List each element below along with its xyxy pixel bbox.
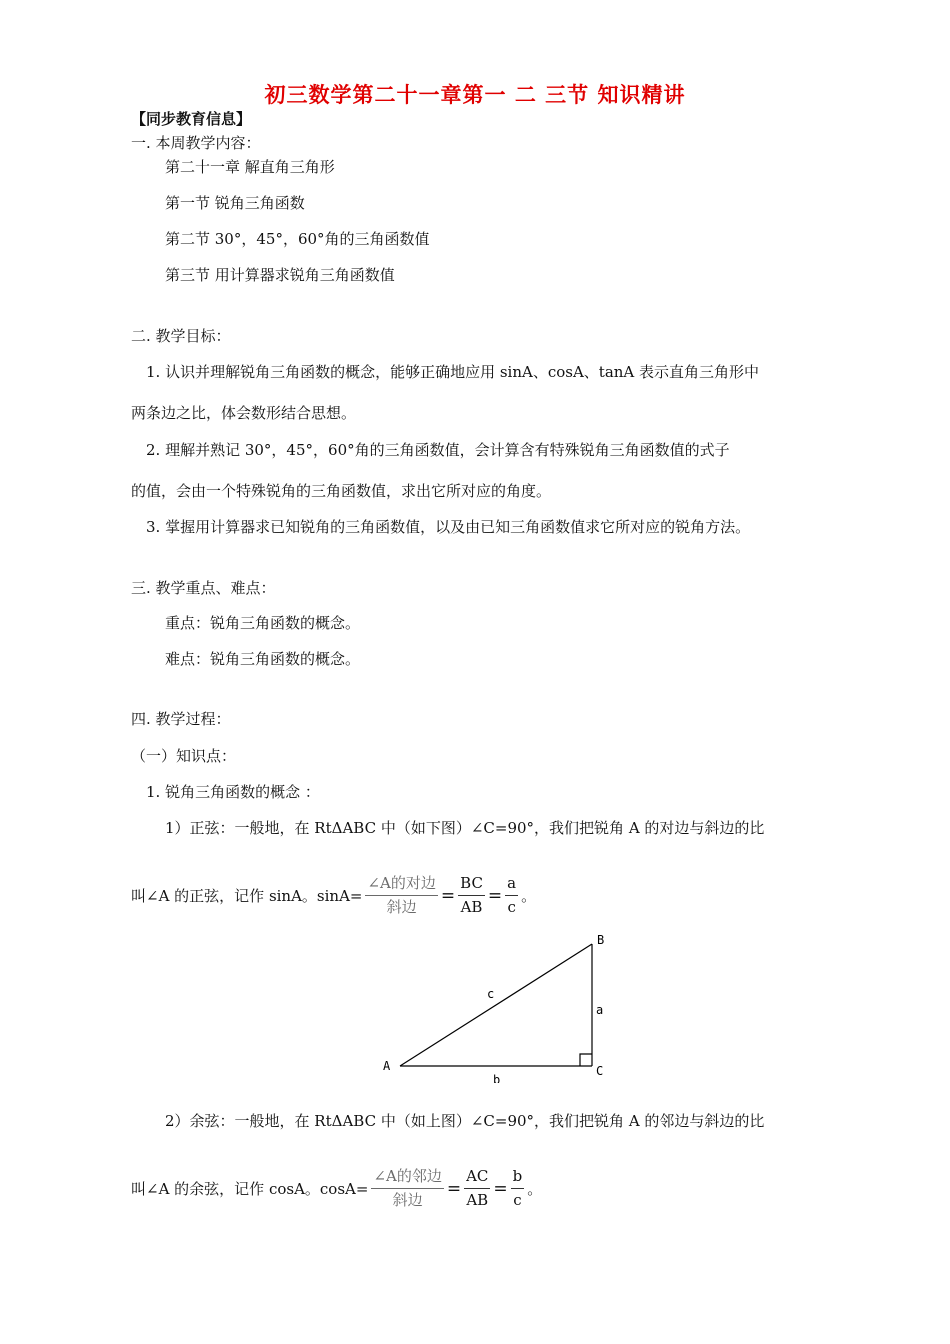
right-angle-mark (580, 1054, 592, 1066)
fraction-numerator: AC (464, 1167, 490, 1189)
section1-heading: 一. 本周教学内容： (131, 134, 261, 152)
side-c-label: c (487, 987, 495, 1001)
chapter-title: 第二十一章 解直角三角形 (165, 158, 335, 176)
side-b-label: b (493, 1073, 501, 1083)
equals-sign: = (446, 1178, 462, 1199)
fraction-numerator: b (511, 1167, 525, 1189)
fraction-numerator: ∠A的邻边 (371, 1167, 443, 1189)
point1-heading: 1. 锐角三角函数的概念 ： (146, 783, 320, 801)
vertex-c-label: C (596, 1064, 604, 1078)
section3-heading: 三. 教学重点、难点： (131, 579, 276, 597)
sine-fraction-words (365, 874, 437, 917)
equals-sign: = (493, 1178, 508, 1199)
goal1-line2: 两条边之比，体会数形结合思想。 (131, 404, 357, 422)
cosine-end-mark: 。 (527, 1180, 543, 1198)
sync-header: 【同步教育信息】 (131, 110, 252, 128)
section2-heading: 二. 教学目标： (131, 327, 231, 345)
fraction-denominator: 斜边 (386, 898, 417, 916)
content-item-2: 第二节 30°，45°，60°角的三角函数值 (165, 230, 430, 248)
cosine-fraction-letters (511, 1167, 525, 1210)
goal2-line1: 2. 理解并熟记 30°，45°，60°角的三角函数值，会计算含有特殊锐角三角函数值的式子 (146, 441, 730, 459)
cosine-formula (131, 1167, 542, 1210)
knowledge-subheading: （一）知识点： (131, 747, 237, 765)
difficult-point: 难点：锐角三角函数的概念。 (165, 650, 361, 668)
sine-prefix: 叫∠A 的正弦，记作 sinA。sinA= (131, 887, 363, 905)
fraction-denominator: AB (460, 898, 483, 916)
sine-formula (131, 874, 536, 917)
fraction-denominator: c (507, 898, 516, 916)
fraction-denominator: AB (466, 1191, 489, 1209)
fraction-denominator: 斜边 (392, 1191, 423, 1209)
page-title: 初三数学第二十一章第一 二 三节 知识精讲 (264, 83, 686, 107)
vertex-a-label: A (383, 1059, 391, 1073)
section4-heading: 四. 教学过程： (131, 710, 231, 728)
cosine-fraction-words (371, 1167, 443, 1210)
fraction-numerator: ∠A的对边 (365, 874, 437, 896)
fraction-numerator: a (505, 874, 518, 896)
side-c-line (400, 944, 592, 1066)
cosine-fraction-sides (464, 1167, 490, 1210)
fraction-denominator: c (513, 1191, 522, 1209)
goal1-line1: 1. 认识并理解锐角三角函数的概念，能够正确地应用 sinA、cosA、tanA 表示直角三角形中 (146, 363, 760, 381)
equals-sign: = (440, 885, 456, 906)
key-point: 重点：锐角三角函数的概念。 (165, 614, 361, 632)
sine-definition-line1: 1）正弦：一般地，在 RtΔABC 中（如下图）∠C=90°，我们把锐角 A 的对边与斜边的比 (165, 819, 765, 837)
content-item-3: 第三节 用计算器求锐角三角函数值 (165, 266, 395, 284)
sine-fraction-sides (458, 874, 485, 917)
goal2-line2: 的值，会由一个特殊锐角的三角函数值，求出它所对应的角度。 (131, 482, 552, 500)
vertex-b-label: B (597, 933, 605, 947)
cosine-prefix: 叫∠A 的余弦，记作 cosA。cosA= (131, 1180, 369, 1198)
goal3: 3. 掌握用计算器求已知锐角的三角函数值，以及由已知三角函数值求它所对应的锐角方法。 (146, 518, 751, 536)
side-a-label: a (596, 1003, 604, 1017)
content-item-1: 第一节 锐角三角函数 (165, 194, 305, 212)
sine-end-mark: 。 (521, 887, 537, 905)
right-triangle-figure (375, 928, 625, 1083)
equals-sign: = (487, 885, 503, 906)
cosine-definition-line1: 2）余弦：一般地，在 RtΔABC 中（如上图）∠C=90°，我们把锐角 A 的邻边与斜边的比 (165, 1112, 765, 1130)
sine-fraction-letters (505, 874, 518, 917)
fraction-numerator: BC (458, 874, 485, 896)
